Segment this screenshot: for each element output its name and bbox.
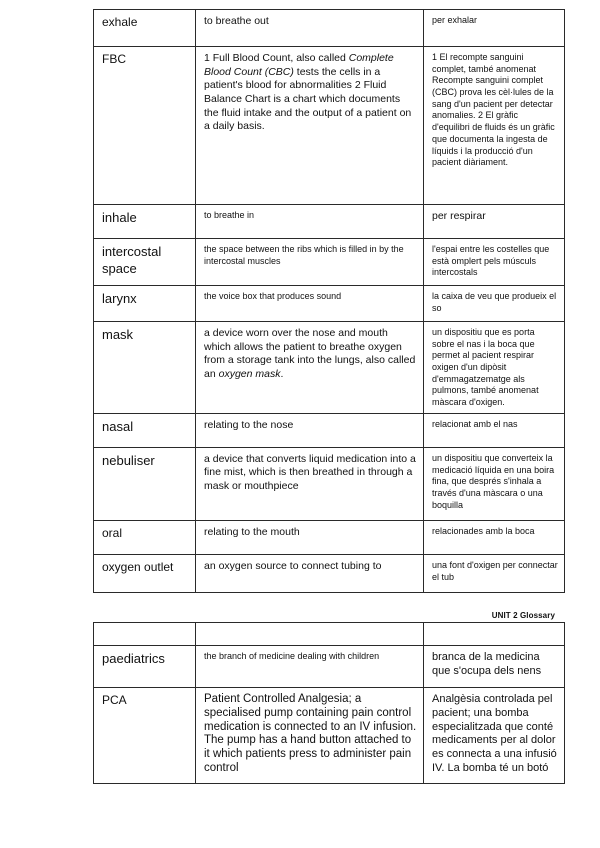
table-row: [94, 10, 565, 47]
table-row: [94, 554, 565, 592]
table-row: [94, 322, 565, 414]
english-definition: the branch of medicine dealing with children: [196, 646, 424, 688]
glossary-table-bottom: [93, 622, 565, 784]
term-cell: nebuliser: [94, 447, 196, 520]
term-cell: larynx: [94, 286, 196, 322]
table-row: [94, 413, 565, 447]
english-definition: 1 Full Blood Count, also called Complete Blood Count (CBC) tests the cells in a patient's blood for abnormalities 2 Fluid Balance Chart is a chart which documents the fluid intake and the output of a patient on a daily basis.: [196, 47, 424, 205]
term-cell: exhale: [94, 10, 196, 47]
italic-term: Complete Blood Count (CBC): [204, 52, 394, 78]
unit-label: UNIT 2 Glossary: [491, 611, 555, 620]
glossary-table-top: [93, 9, 565, 593]
catalan-translation: Analgèsia controlada pel pacient; una bomba especialitzada que conté medicaments per al dolor es connecta a una infusió IV. La bomba té un botó: [424, 688, 565, 784]
english-definition: to breathe in: [196, 205, 424, 239]
term-cell: nasal: [94, 413, 196, 447]
term-cell: intercostal space: [94, 239, 196, 286]
term-cell: paediatrics: [94, 646, 196, 688]
table-row: [94, 623, 565, 646]
catalan-translation: branca de la medicina que s'ocupa dels nens: [424, 646, 565, 688]
catalan-translation: un dispositiu que es porta sobre el nas i la boca que permet al pacient respirar oxigen d'un dipòsit d'emmagatzematge als pulmons, també anomenat màscara d'oxigen.: [424, 322, 565, 414]
english-definition: the voice box that produces sound: [196, 286, 424, 322]
table-row: [94, 286, 565, 322]
empty-header-cell: [424, 623, 565, 646]
catalan-translation: per respirar: [424, 205, 565, 239]
catalan-translation: per exhalar: [424, 10, 565, 47]
english-definition: a device worn over the nose and mouth which allows the patient to breathe oxygen from a storage tank into the lungs, also called an oxygen mask.: [196, 322, 424, 414]
catalan-translation: relacionat amb el nas: [424, 413, 565, 447]
table-row: [94, 520, 565, 554]
english-definition: an oxygen source to connect tubing to: [196, 554, 424, 592]
catalan-translation: l'espai entre les costelles que està omplert pels músculs intercostals: [424, 239, 565, 286]
table-row: [94, 447, 565, 520]
english-definition: to breathe out: [196, 10, 424, 47]
term-cell: oral: [94, 520, 196, 554]
english-definition: relating to the mouth: [196, 520, 424, 554]
catalan-translation: una font d'oxigen per connectar el tub: [424, 554, 565, 592]
table-row: [94, 646, 565, 688]
term-cell: mask: [94, 322, 196, 414]
empty-header-cell: [196, 623, 424, 646]
table-row: [94, 47, 565, 205]
english-definition: Patient Controlled Analgesia; a specialised pump containing pain control medication is connected to an IV infusion. The pump has a hand button attached to it which patients press to administer pain control: [196, 688, 424, 784]
english-definition: relating to the nose: [196, 413, 424, 447]
english-definition: a device that converts liquid medication into a fine mist, which is then breathed in through a mask or mouthpiece: [196, 447, 424, 520]
term-cell: inhale: [94, 205, 196, 239]
term-cell: FBC: [94, 47, 196, 205]
table-row: [94, 205, 565, 239]
english-definition: the space between the ribs which is filled in by the intercostal muscles: [196, 239, 424, 286]
term-cell: PCA: [94, 688, 196, 784]
catalan-translation: 1 El recompte sanguini complet, també anomenat Recompte sanguini complet (CBC) prova les cèl·lules de la sang d'un pacient per detectar anomalies. 2 El gràfic d'equilibri de fluids és un gràfic que documenta la ingesta de líquids i la producció d'un pacient diàriament.: [424, 47, 565, 205]
catalan-translation: relacionades amb la boca: [424, 520, 565, 554]
empty-header-cell: [94, 623, 196, 646]
table-row: [94, 688, 565, 784]
table-row: [94, 239, 565, 286]
italic-term: oxygen mask: [218, 367, 281, 380]
catalan-translation: un dispositiu que converteix la medicació líquida en una boira fina, que després s'inhala a través d'una màscara o una boquilla: [424, 447, 565, 520]
catalan-translation: la caixa de veu que produeix el so: [424, 286, 565, 322]
term-cell: oxygen outlet: [94, 554, 196, 592]
